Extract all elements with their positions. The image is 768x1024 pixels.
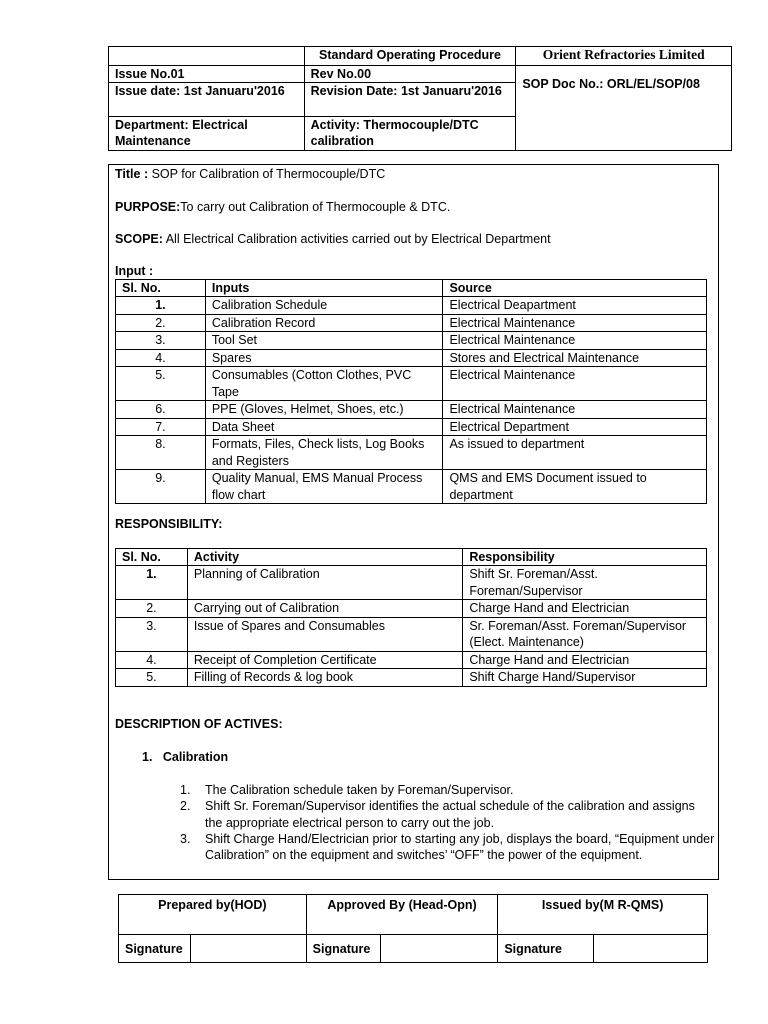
cell: Electrical Maintenance bbox=[443, 401, 707, 419]
footer-signature-table bbox=[118, 894, 708, 963]
prepared-by: Prepared by(HOD) bbox=[119, 895, 307, 935]
input-col-source: Source bbox=[443, 280, 707, 297]
cell: Shift Sr. Foreman/Asst. Foreman/Supervisor bbox=[463, 566, 707, 600]
cell: QMS and EMS Document issued to department bbox=[443, 470, 707, 504]
cell: Issue of Spares and Consumables bbox=[187, 617, 462, 651]
cell: Charge Hand and Electrician bbox=[463, 651, 707, 669]
resp-col-responsibility: Responsibility bbox=[463, 549, 707, 566]
cell: Shift Charge Hand/Supervisor bbox=[463, 669, 707, 687]
table-row bbox=[116, 436, 707, 470]
header-table bbox=[108, 46, 732, 151]
cell: Quality Manual, EMS Manual Process flow chart bbox=[205, 470, 443, 504]
cell: Data Sheet bbox=[205, 418, 443, 436]
signature-label-head-opn: Signature bbox=[306, 935, 380, 963]
description-label: DESCRIPTION OF ACTIVES: bbox=[115, 717, 283, 731]
section-number: 1. bbox=[142, 750, 153, 764]
table-row bbox=[116, 418, 707, 436]
cell: Spares bbox=[205, 349, 443, 367]
signature-field-mr-qms[interactable] bbox=[594, 935, 708, 963]
signature-field-head-opn[interactable] bbox=[380, 935, 498, 963]
cell: 1. bbox=[116, 297, 206, 315]
table-row bbox=[116, 297, 707, 315]
step-text: Shift Sr. Foreman/Supervisor identifies the actual schedule of the calibration and assigns the appropriate electrical person to carry out the job. bbox=[205, 799, 695, 830]
cell: 1. bbox=[116, 566, 188, 600]
cell: Electrical Maintenance bbox=[443, 314, 707, 332]
calibration-section-heading bbox=[142, 749, 228, 765]
resp-col-slno: Sl. No. bbox=[116, 549, 188, 566]
purpose-label: PURPOSE: bbox=[115, 200, 181, 214]
sop-doc-no: SOP Doc No.: ORL/EL/SOP/08 bbox=[516, 66, 732, 151]
resp-col-activity: Activity bbox=[187, 549, 462, 566]
table-row bbox=[116, 651, 707, 669]
cell: Stores and Electrical Maintenance bbox=[443, 349, 707, 367]
table-row bbox=[116, 332, 707, 350]
table-row bbox=[116, 367, 707, 401]
signature-label-mr-qms: Signature bbox=[498, 935, 594, 963]
cell: Tool Set bbox=[205, 332, 443, 350]
table-row bbox=[116, 349, 707, 367]
header-blank-cell bbox=[109, 47, 305, 66]
issue-date: Issue date: 1st Januaru'2016 bbox=[109, 83, 305, 117]
responsibility-table bbox=[115, 548, 707, 687]
approved-by: Approved By (Head-Opn) bbox=[306, 895, 498, 935]
rev-no: Rev No.00 bbox=[304, 66, 516, 83]
step-number: 2. bbox=[180, 799, 191, 814]
list-item bbox=[180, 798, 715, 831]
cell: Receipt of Completion Certificate bbox=[187, 651, 462, 669]
table-row bbox=[116, 566, 707, 600]
table-row bbox=[116, 470, 707, 504]
cell: 4. bbox=[116, 349, 206, 367]
scope-label: SCOPE: bbox=[115, 232, 163, 246]
step-text: The Calibration schedule taken by Foreman/Supervisor. bbox=[205, 783, 514, 797]
cell: 4. bbox=[116, 651, 188, 669]
cell: Filling of Records & log book bbox=[187, 669, 462, 687]
title-text: SOP for Calibration of Thermocouple/DTC bbox=[148, 167, 386, 181]
cell: Sr. Foreman/Asst. Foreman/Supervisor (Elect. Maintenance) bbox=[463, 617, 707, 651]
cell: Electrical Department bbox=[443, 418, 707, 436]
activity: Activity: Thermocouple/DTC calibration bbox=[304, 117, 516, 151]
cell: PPE (Gloves, Helmet, Shoes, etc.) bbox=[205, 401, 443, 419]
table-row bbox=[116, 401, 707, 419]
cell: 6. bbox=[116, 401, 206, 419]
input-col-slno: Sl. No. bbox=[116, 280, 206, 297]
section-title: Calibration bbox=[162, 750, 229, 764]
department: Department: Electrical Maintenance bbox=[109, 117, 305, 151]
table-row bbox=[116, 669, 707, 687]
cell: 3. bbox=[116, 332, 206, 350]
cell: Formats, Files, Check lists, Log Books and Registers bbox=[205, 436, 443, 470]
cell: Calibration Schedule bbox=[205, 297, 443, 315]
step-text: Shift Charge Hand/Electrician prior to starting any job, displays the board, “Equipment under Calibration” on the equipment and switches’ “OFF” the power of the equipment. bbox=[205, 831, 715, 863]
calibration-steps bbox=[180, 782, 715, 863]
table-row bbox=[116, 617, 707, 651]
cell: Charge Hand and Electrician bbox=[463, 600, 707, 618]
cell: 2. bbox=[116, 314, 206, 332]
cell: Carrying out of Calibration bbox=[187, 600, 462, 618]
step-number: 1. bbox=[180, 783, 191, 797]
list-item bbox=[180, 782, 715, 798]
list-item bbox=[180, 831, 715, 864]
responsibility-label: RESPONSIBILITY: bbox=[115, 517, 223, 531]
cell: 9. bbox=[116, 470, 206, 504]
input-table bbox=[115, 279, 707, 504]
cell: 2. bbox=[116, 600, 188, 618]
company-name: Orient Refractories Limited bbox=[516, 47, 732, 66]
cell: Consumables (Cotton Clothes, PVC Tape bbox=[205, 367, 443, 401]
cell: 7. bbox=[116, 418, 206, 436]
table-row bbox=[116, 600, 707, 618]
purpose-text: To carry out Calibration of Thermocouple & DTC. bbox=[180, 200, 451, 214]
cell: Electrical Deapartment bbox=[443, 297, 707, 315]
cell: Electrical Maintenance bbox=[443, 332, 707, 350]
input-col-inputs: Inputs bbox=[205, 280, 443, 297]
revision-date: Revision Date: 1st Januaru'2016 bbox=[304, 83, 516, 117]
issued-by: Issued by(M R-QMS) bbox=[498, 895, 708, 935]
cell: Calibration Record bbox=[205, 314, 443, 332]
title-label: Title : bbox=[115, 167, 149, 181]
issue-no: Issue No.01 bbox=[109, 66, 305, 83]
scope-line bbox=[115, 231, 551, 247]
purpose-line bbox=[115, 199, 450, 215]
cell: 5. bbox=[116, 669, 188, 687]
title-line bbox=[115, 166, 385, 182]
scope-text: All Electrical Calibration activities carried out by Electrical Department bbox=[162, 232, 551, 246]
step-number: 3. bbox=[180, 831, 191, 846]
cell: Electrical Maintenance bbox=[443, 367, 707, 401]
cell: 3. bbox=[116, 617, 188, 651]
cell: 5. bbox=[116, 367, 206, 401]
cell: Planning of Calibration bbox=[187, 566, 462, 600]
table-row bbox=[116, 314, 707, 332]
sop-label: Standard Operating Procedure bbox=[304, 47, 516, 66]
input-label: Input : bbox=[115, 264, 154, 278]
cell: 8. bbox=[116, 436, 206, 470]
cell: As issued to department bbox=[443, 436, 707, 470]
signature-label-hod: Signature bbox=[119, 935, 191, 963]
signature-field-hod[interactable] bbox=[190, 935, 306, 963]
